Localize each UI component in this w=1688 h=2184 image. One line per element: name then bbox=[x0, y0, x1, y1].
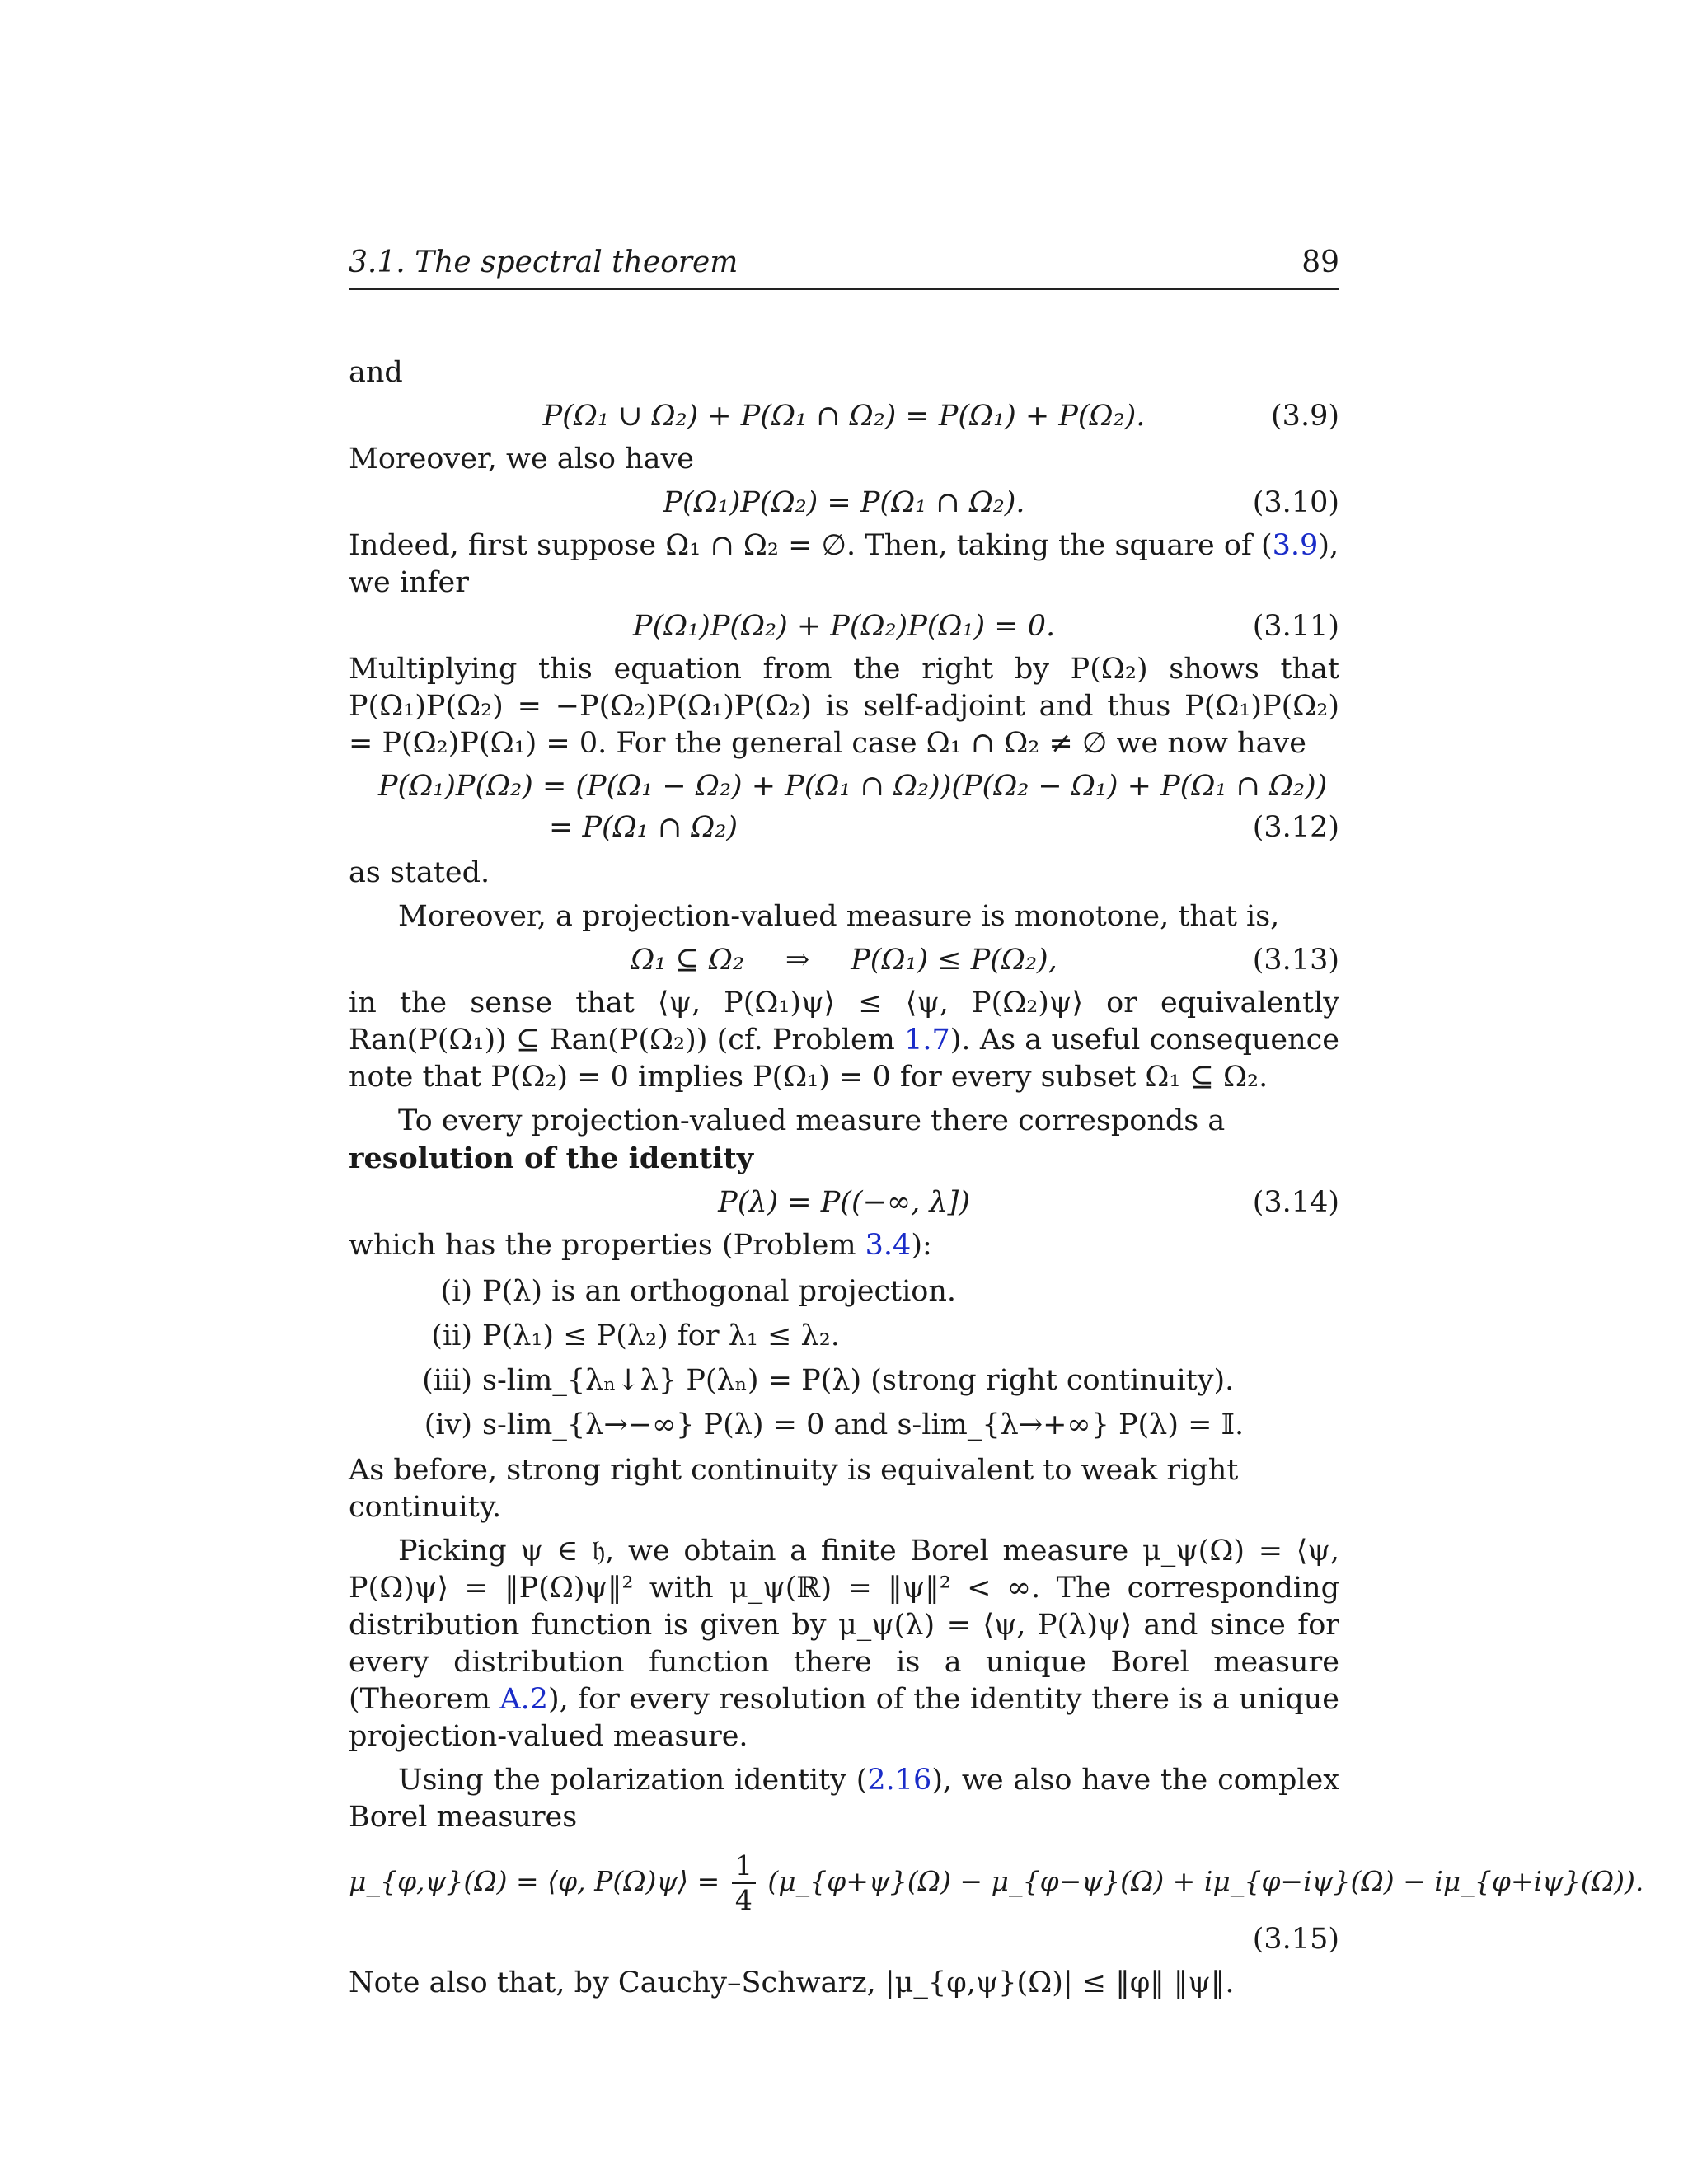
fraction bbox=[732, 1849, 756, 1917]
paragraph-sense bbox=[349, 985, 1339, 1096]
fraction-denominator: 4 bbox=[734, 1884, 753, 1916]
equation-number: (3.10) bbox=[1252, 485, 1339, 519]
list-item-text: s-lim_{λₙ↓λ} P(λₙ) = P(λ) (strong right continuity). bbox=[482, 1364, 1235, 1397]
equation-3-15 bbox=[349, 1844, 1644, 1960]
equation-number: (3.12) bbox=[1252, 811, 1339, 844]
paragraph-picking bbox=[349, 1533, 1339, 1755]
list-item-text: P(λ₁) ≤ P(λ₂) for λ₁ ≤ λ₂. bbox=[482, 1319, 840, 1352]
implies-arrow: ⇒ bbox=[785, 943, 810, 977]
equation-expression: P(Ω₁)P(Ω₂) + P(Ω₂)P(Ω₁) = 0. bbox=[632, 609, 1056, 643]
paragraph-monotone: Moreover, a projection-valued measure is monotone, that is, bbox=[398, 900, 1280, 933]
text: ), we also have the complex Borel measures bbox=[349, 1764, 1339, 1834]
equation-3-12 bbox=[349, 766, 1339, 848]
equation-number: (3.14) bbox=[1252, 1185, 1339, 1219]
list-item bbox=[349, 1269, 1339, 1314]
paragraph-as-stated: as stated. bbox=[349, 856, 490, 889]
page-number: 89 bbox=[1301, 246, 1339, 279]
text: Picking ψ ∈ 𝔥, we obtain a finite Borel measure μ_ψ(Ω) = ⟨ψ, P(Ω)ψ⟩ = ‖P(Ω)ψ‖² with μ_ψ(ℝ) = ‖ψ‖² < ∞. The corresponding distribution function is given by μ_ψ(λ) = ⟨ψ, P(λ)ψ⟩ and since for every distribution function there is a unique Borel measure (Theorem bbox=[349, 1535, 1339, 1716]
fraction-numerator: 1 bbox=[732, 1849, 756, 1884]
equation-3-11 bbox=[349, 602, 1339, 651]
text: ), for every resolution of the identity there is a unique projection-valued measure. bbox=[349, 1683, 1339, 1753]
problem-reference-link[interactable]: 3.4 bbox=[865, 1229, 912, 1262]
text: Using the polarization identity ( bbox=[398, 1764, 868, 1797]
equation-3-10 bbox=[349, 478, 1339, 527]
text: Indeed, first suppose Ω₁ ∩ Ω₂ = ∅. Then, taking the square of ( bbox=[349, 529, 1273, 562]
properties-list bbox=[349, 1269, 1339, 1447]
equation-expression: P(Ω₁)P(Ω₂) = P(Ω₁ ∩ Ω₂). bbox=[663, 485, 1025, 519]
paragraph-note: Note also that, by Cauchy–Schwarz, |μ_{φ,ψ}(Ω)| ≤ ‖φ‖ ‖ψ‖. bbox=[349, 1966, 1235, 1999]
equation-lhs: μ_{φ,ψ}(Ω) = ⟨φ, P(Ω)ψ⟩ = bbox=[349, 1865, 720, 1897]
paragraph-polarization bbox=[349, 1762, 1339, 1836]
equation-number: (3.15) bbox=[1252, 1923, 1339, 1956]
bold-term: resolution of the identity bbox=[349, 1141, 754, 1175]
equation-expression: = P(Ω₁ ∩ Ω₂) bbox=[549, 811, 738, 844]
equation-reference-link[interactable]: 3.9 bbox=[1272, 529, 1319, 562]
equation-line-2 bbox=[349, 1919, 1339, 1960]
list-item-text: P(λ) is an orthogonal projection. bbox=[482, 1275, 957, 1308]
list-item bbox=[349, 1403, 1339, 1447]
paragraph-moreover: Moreover, we also have bbox=[349, 443, 694, 476]
paragraph-before: As before, strong right continuity is equivalent to weak right continuity. bbox=[349, 1454, 1239, 1524]
list-item bbox=[349, 1358, 1339, 1403]
equation-line-1: P(Ω₁)P(Ω₂) = (P(Ω₁ − Ω₂) + P(Ω₁ ∩ Ω₂))(P(Ω₂ − Ω₁) + P(Ω₁ ∩ Ω₂)) bbox=[378, 770, 1328, 803]
text: ): bbox=[911, 1229, 932, 1262]
equation-right: P(Ω₁) ≤ P(Ω₂), bbox=[851, 943, 1057, 977]
problem-reference-link[interactable]: 1.7 bbox=[904, 1024, 950, 1057]
theorem-reference-link[interactable]: A.2 bbox=[499, 1683, 548, 1716]
paragraph-multiplying: Multiplying this equation from the right by P(Ω₂) shows that P(Ω₁)P(Ω₂) = −P(Ω₂)P(Ω₁)P(Ω₂) is self-adjoint and thus P(Ω₁)P(Ω₂) = P(Ω₂)P(Ω₁) = 0. For the general case Ω₁ ∩ Ω₂ ≠ ∅ we now have bbox=[349, 653, 1339, 760]
equation-number: (3.9) bbox=[1271, 399, 1339, 433]
list-marker: (iii) bbox=[422, 1364, 472, 1397]
list-marker: (ii) bbox=[431, 1319, 472, 1352]
list-item bbox=[349, 1314, 1339, 1358]
paragraph-properties bbox=[349, 1227, 1339, 1264]
text: ), we infer bbox=[349, 529, 1339, 599]
list-item-text: s-lim_{λ→−∞} P(λ) = 0 and s-lim_{λ→+∞} P(λ) = 𝕀. bbox=[482, 1408, 1245, 1441]
text: ). As a useful consequence note that P(Ω₂) = 0 implies P(Ω₁) = 0 for every subset Ω₁ ⊆ Ω₂. bbox=[349, 1024, 1339, 1094]
page-body bbox=[349, 354, 1644, 2002]
running-title: 3.1. The spectral theorem bbox=[349, 246, 738, 279]
running-header bbox=[349, 246, 1339, 290]
equation-number: (3.11) bbox=[1252, 609, 1339, 643]
paragraph-and: and bbox=[349, 356, 403, 389]
equation-expression: P(Ω₁ ∪ Ω₂) + P(Ω₁ ∩ Ω₂) = P(Ω₁) + P(Ω₂). bbox=[542, 399, 1146, 433]
equation-line-1 bbox=[349, 1844, 1644, 1919]
text: To every projection-valued measure there corresponds a bbox=[398, 1104, 1226, 1137]
text: in the sense that ⟨ψ, P(Ω₁)ψ⟩ ≤ ⟨ψ, P(Ω₂)ψ⟩ or equivalently Ran(P(Ω₁)) ⊆ Ran(P(Ω₂)) (cf. Problem bbox=[349, 987, 1339, 1057]
equation-reference-link[interactable]: 2.16 bbox=[867, 1764, 932, 1797]
equation-expression: P(λ) = P((−∞, λ]) bbox=[718, 1185, 970, 1219]
equation-line-2 bbox=[349, 807, 1339, 848]
equation-rhs: (μ_{φ+ψ}(Ω) − μ_{φ−ψ}(Ω) + iμ_{φ−iψ}(Ω) − iμ_{φ+iψ}(Ω)). bbox=[767, 1865, 1644, 1897]
list-marker: (iv) bbox=[424, 1408, 472, 1441]
paragraph-resolution bbox=[349, 1103, 1339, 1178]
text: which has the properties (Problem bbox=[349, 1229, 865, 1262]
equation-3-9 bbox=[349, 391, 1339, 441]
paragraph-indeed bbox=[349, 527, 1339, 602]
equation-left: Ω₁ ⊆ Ω₂ bbox=[631, 943, 744, 977]
equation-3-14 bbox=[349, 1178, 1339, 1227]
list-marker: (i) bbox=[440, 1275, 472, 1308]
equation-3-13 bbox=[349, 935, 1339, 985]
equation-number: (3.13) bbox=[1252, 943, 1339, 977]
